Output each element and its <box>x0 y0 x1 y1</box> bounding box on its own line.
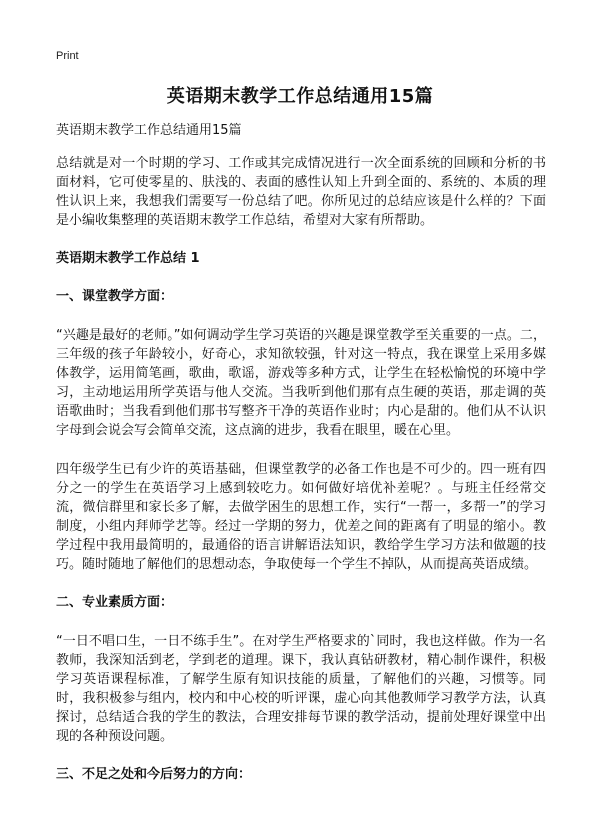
print-label: Print <box>56 50 79 62</box>
document-body <box>56 122 546 804</box>
intro-paragraph: 总结就是对一个时期的学习、工作或其完成情况进行一次全面系统的回顾和分析的书面材料，它可使零星的、肤浅的、表面的感性认知上升到全面的、系统的、本质的理性认识上来，我想我们需要写一份总结了吧。你所见过的总结应该是什么样的？下面是小编收集整理的英语期末教学工作总结，希望对大家有所帮助。 <box>56 156 546 228</box>
section-heading: 英语期末教学工作总结 1 <box>56 251 200 266</box>
part-heading-shortcomings: 三、不足之处和今后努力的方向： <box>56 767 252 782</box>
page-title: 英语期末教学工作总结通用15篇 <box>166 86 434 107</box>
classroom-paragraph-1: “兴趣是最好的老师。”如何调动学生学习英语的兴趣是课堂教学至关重要的一点。二，三年级的孩子年龄较小，好奇心，求知欲较强，针对这一特点，我在课堂上采用多媒体教学，运用简笔画，歌曲，歌谣，游戏等多种方式，让学生在轻松愉悦的环境中学习，主动地运用所学英语与他人交流。当我听到他们那有点生硬的英语，那走调的英语歌曲时；当我看到他们那书写整齐干净的英语作业时；内心是甜的。他们从不认识字母到会说会写会简单交流，这点滴的进步，我看在眼里，暖在心里。 <box>56 328 546 438</box>
document-subtitle: 英语期末教学工作总结通用15篇 <box>56 123 242 138</box>
part-heading-professional: 二、专业素质方面： <box>56 595 174 610</box>
classroom-paragraph-2: 四年级学生已有少许的英语基础，但课堂教学的必备工作也是不可少的。四一班有四分之一的学生在英语学习上感到较吃力。如何做好培优补差呢？。与班主任经常交流，微信群里和家长多了解，去做学困生的思想工作，实行“一帮一，多帮一”的学习制度，小组内拜师学艺等。经过一学期的努力，优差之间的距离有了明显的缩小。教学过程中我用最简明的，最通俗的语言讲解语法知识，教给学生学习方法和做题的技巧。随时随地了解他们的思想动态，争取使每一个学生不掉队，从而提高英语成绩。 <box>56 462 546 572</box>
professional-paragraph: “一日不唱口生，一日不练手生”。在对学生严格要求的`同时，我也这样做。作为一名教师，我深知活到老，学到老的道理。课下，我认真钻研教材，精心制作课件，积极学习英语课程标准，了解学生原有知识技能的质量，了解他们的兴趣，习惯等。同时，我积极参与组内，校内和中心校的听评课，虚心向其他教师学习教学方法，认真探讨，总结适合我的学生的教法，合理安排每节课的教学活动，提前处理好课堂中出现的各种预设问题。 <box>56 634 546 744</box>
part-heading-classroom: 一、课堂教学方面： <box>56 289 174 304</box>
